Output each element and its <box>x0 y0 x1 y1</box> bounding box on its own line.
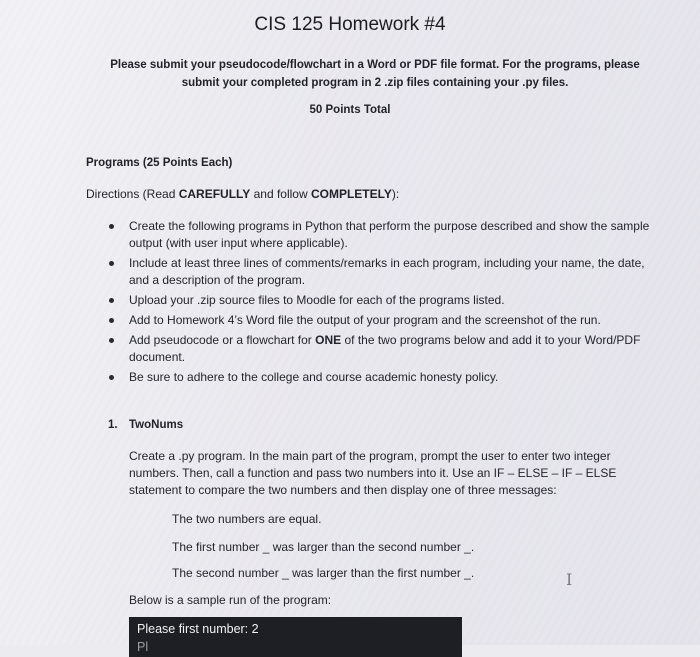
instructions-line-2: submit your completed program in 2 .zip files containing your .py files. <box>181 77 569 89</box>
bullet-text-after: of the two programs below and add it to your Word/PDF document. <box>129 333 641 364</box>
directions-line <box>86 187 399 201</box>
bullet-text: Upload your .zip source files to Moodle for each of the programs listed. <box>129 293 505 307</box>
list-item <box>108 292 653 309</box>
programs-heading: Programs (25 Points Each) <box>86 157 233 169</box>
bullet-icon <box>109 318 114 323</box>
problem-name: TwoNums <box>129 419 184 431</box>
directions-completely: COMPLETELY <box>310 187 392 201</box>
bullet-icon <box>109 338 114 343</box>
instructions-line-1: Please submit your pseudocode/flowchart in a Word or PDF file format. For the programs, please <box>110 59 640 71</box>
message-first-larger: The first number _ was larger than the second number _. <box>172 540 475 554</box>
message-equal: The two numbers are equal. <box>172 512 322 526</box>
directions-prefix: Directions (Read <box>86 187 179 201</box>
problem-number: 1. <box>108 419 118 431</box>
bullet-icon <box>109 261 114 266</box>
problem-description: Create a .py program. In the main part of the program, prompt the user to enter two integer numbers. Then, call a function and pass two numbers into it. Use an IF – ELSE – IF – ELSE statement to compare the two numbers and then display one of three messages: <box>129 449 617 497</box>
text-cursor-icon: I <box>566 570 573 589</box>
sample-run-intro: Below is a sample run of the program: <box>129 593 332 607</box>
directions-list <box>108 218 653 389</box>
bullet-text: Be sure to adhere to the college and course academic honesty policy. <box>129 370 499 384</box>
bullet-icon <box>109 298 114 303</box>
document-title: CIS 125 Homework #4 <box>254 14 446 35</box>
list-item <box>108 369 653 386</box>
list-item <box>108 312 653 329</box>
list-item <box>108 218 653 252</box>
directions-suffix: ): <box>391 187 400 201</box>
bullet-text: Include at least three lines of comments/remarks in each program, including your name, the date, and a description of the program. <box>129 256 645 287</box>
bullet-text-before: Add pseudocode or a flowchart for <box>129 333 316 347</box>
sample-console-output <box>129 617 462 657</box>
list-item <box>108 332 653 366</box>
directions-carefully: CAREFULLY <box>178 187 251 201</box>
bullet-text: Create the following programs in Python that perform the purpose described and show the sample output (with user input where applicable). <box>129 219 650 250</box>
console-line: Pl <box>137 640 149 654</box>
bullet-icon <box>109 224 114 229</box>
bullet-text: Add to Homework 4’s Word file the output of your program and the screenshot of the run. <box>129 313 601 327</box>
points-total: 50 Points Total <box>309 104 391 116</box>
submission-instructions <box>80 56 670 92</box>
list-item <box>108 255 653 289</box>
bullet-text-bold: ONE <box>315 333 342 347</box>
message-second-larger: The second number _ was larger than the first number _. <box>172 566 475 580</box>
bullet-icon <box>109 375 114 380</box>
console-line: Please first number: 2 <box>137 622 259 636</box>
directions-mid: and follow <box>250 187 311 201</box>
